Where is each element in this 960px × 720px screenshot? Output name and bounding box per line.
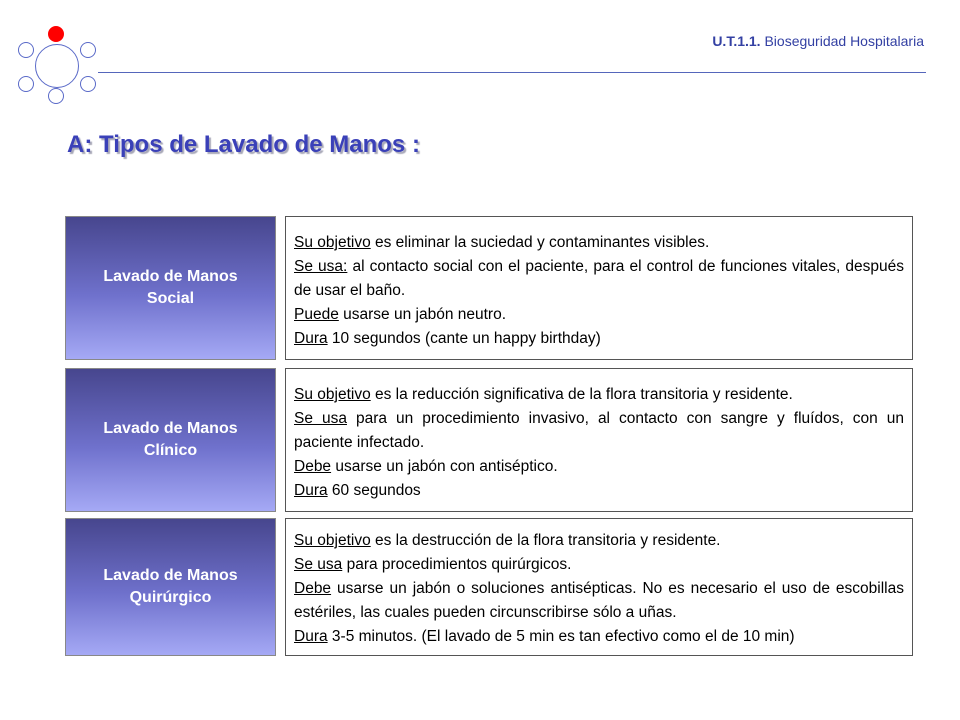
desc-text: usarse un jabón con antiséptico. [331,458,558,475]
desc-key: Dura [294,330,328,347]
desc-line [294,303,904,327]
desc-line [294,479,904,503]
header-code: U.T.1.1. [712,33,761,49]
desc-line [294,327,904,351]
desc-line [294,231,904,255]
logo-center-circle [35,44,79,88]
desc-quirurgico [285,518,913,656]
desc-text: es la reducción significativa de la flora transitoria y residente. [370,386,793,403]
desc-line [294,407,904,455]
label-quirurgico [65,518,276,656]
desc-key: Su objetivo [294,532,371,549]
desc-text: al contacto social con el paciente, para el control de funciones vitales, después de usar el baño. [294,258,904,299]
desc-line [294,553,904,577]
desc-text: 10 segundos (cante un happy birthday) [327,330,601,347]
desc-social [285,216,913,360]
label-line2: Social [146,290,195,307]
header-divider [98,72,926,73]
desc-line [294,625,904,649]
logo-small-circle [18,42,34,58]
desc-key: Se usa: [294,258,348,275]
desc-line [294,577,904,625]
label-line1: Lavado de Manos [103,567,238,584]
header-course-title [712,33,924,49]
logo-red-dot [48,26,64,42]
desc-key: Dura [294,482,328,499]
logo-small-circle [80,42,96,58]
desc-key: Su objetivo [294,234,371,251]
desc-text: 3-5 minutos. (El lavado de 5 min es tan efectivo como el de 10 min) [327,628,795,645]
desc-key: Se usa [294,410,347,427]
logo-small-circle [18,76,34,92]
label-line2: Clínico [143,442,198,459]
header-subject: Bioseguridad Hospitalaria [764,33,924,49]
desc-key: Debe [294,458,332,475]
desc-key: Puede [294,306,339,323]
logo-small-circle [48,88,64,104]
desc-line [294,455,904,479]
desc-line [294,529,904,553]
label-line1: Lavado de Manos [103,420,238,437]
page-title: A: Tipos de Lavado de Manos : [67,131,420,158]
desc-line [294,383,904,407]
desc-text: usarse un jabón o soluciones antisépticas. No es necesario el uso de escobillas estériles, las cuales pueden circunscribirse sólo a uñas. [294,580,904,621]
desc-key: Dura [294,628,328,645]
desc-text: para procedimientos quirúrgicos. [342,556,572,573]
logo-circles-icon [0,0,110,110]
desc-text: 60 segundos [327,482,421,499]
desc-text: es eliminar la suciedad y contaminantes visibles. [370,234,710,251]
label-line1: Lavado de Manos [103,268,238,285]
desc-text: es la destrucción de la flora transitoria y residente. [370,532,721,549]
label-clinico [65,368,276,512]
desc-text: usarse un jabón neutro. [338,306,506,323]
desc-key: Su objetivo [294,386,371,403]
logo-small-circle [80,76,96,92]
label-line2: Quirúrgico [129,589,212,606]
desc-text: para un procedimiento invasivo, al contacto con sangre y fluídos, con un paciente infectado. [294,410,904,451]
label-social [65,216,276,360]
desc-key: Se usa [294,556,343,573]
desc-key: Debe [294,580,332,597]
desc-clinico [285,368,913,512]
desc-line [294,255,904,303]
